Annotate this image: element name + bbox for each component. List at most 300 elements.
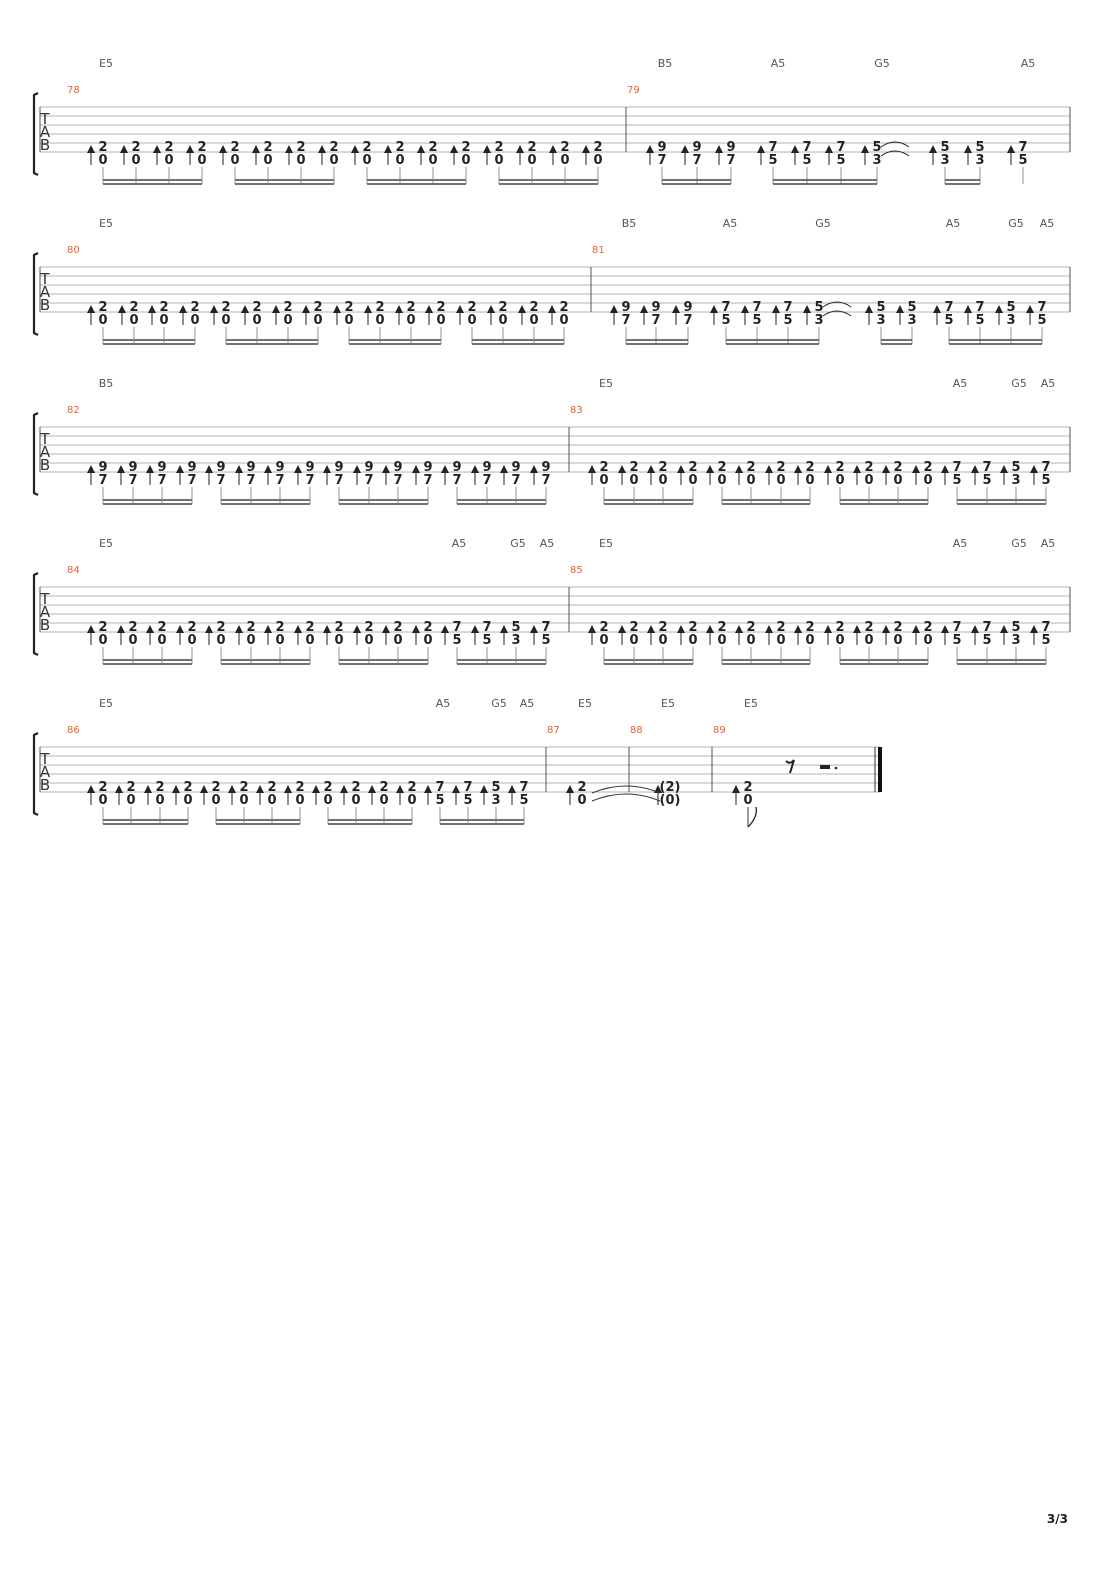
chord-name: G5 (1008, 217, 1024, 230)
tab-clef-letter: B (39, 456, 51, 474)
fret-number: 5 (876, 300, 886, 315)
pick-stroke-arrow-icon (487, 305, 495, 313)
pick-stroke-arrow-icon (172, 785, 180, 793)
fret-number: 0 (129, 313, 139, 328)
chord-name: E5 (661, 697, 675, 710)
chord-name: E5 (599, 377, 613, 390)
fret-number: 2 (263, 140, 273, 155)
fret-number: 2 (98, 300, 108, 315)
fret-number: 5 (975, 313, 985, 328)
pick-stroke-arrow-icon (706, 465, 714, 473)
fret-number: 5 (511, 620, 521, 635)
fret-number: 0 (197, 153, 207, 168)
pick-stroke-arrow-icon (483, 145, 491, 153)
pick-stroke-arrow-icon (647, 465, 655, 473)
fret-number: 0 (688, 473, 698, 488)
page-number: 3/3 (1046, 1512, 1068, 1526)
fret-number: 7 (683, 313, 693, 328)
pick-stroke-arrow-icon (118, 305, 126, 313)
chord-name: E5 (99, 57, 113, 70)
tab-system (34, 537, 1070, 664)
chord-name: G5 (1011, 377, 1027, 390)
tab-clef-letter: A (39, 763, 51, 781)
fret-number: 2 (323, 780, 333, 795)
pick-stroke-arrow-icon (853, 625, 861, 633)
fret-number: 2 (746, 460, 756, 475)
fret-number: 5 (435, 793, 445, 808)
pick-stroke-arrow-icon (1030, 465, 1038, 473)
pick-stroke-arrow-icon (117, 465, 125, 473)
chord-name: G5 (510, 537, 526, 550)
fret-number: 7 (836, 140, 846, 155)
pick-stroke-arrow-icon (241, 305, 249, 313)
fret-number: 7 (452, 620, 462, 635)
fret-number: 2 (157, 620, 167, 635)
pick-stroke-arrow-icon (382, 465, 390, 473)
fret-number: 3 (1011, 473, 1021, 488)
fret-number: 0 (246, 633, 256, 648)
fret-number: 9 (187, 460, 197, 475)
fret-number: 2 (364, 620, 374, 635)
fret-number: 7 (657, 153, 667, 168)
fret-number: 0 (923, 633, 933, 648)
fret-number: 0 (252, 313, 262, 328)
pick-stroke-arrow-icon (235, 465, 243, 473)
fret-number: 2 (494, 140, 504, 155)
fret-number: 2 (923, 620, 933, 635)
pick-stroke-arrow-icon (480, 785, 488, 793)
tab-system (34, 377, 1070, 504)
fret-number: 9 (541, 460, 551, 475)
chord-name: E5 (599, 537, 613, 550)
fret-number: 2 (717, 460, 727, 475)
fret-number: 2 (717, 620, 727, 635)
pick-stroke-arrow-icon (395, 305, 403, 313)
fret-number: 0 (296, 153, 306, 168)
fret-number: 5 (1006, 300, 1016, 315)
fret-number: 0 (893, 473, 903, 488)
fret-number: 5 (952, 633, 962, 648)
chord-name: A5 (945, 217, 961, 230)
measure-number: 84 (67, 565, 80, 576)
pick-stroke-arrow-icon (186, 145, 194, 153)
fret-number: 3 (511, 633, 521, 648)
chord-name: A5 (770, 57, 786, 70)
fret-number: 2 (498, 300, 508, 315)
eighth-rest-icon (786, 760, 794, 773)
fret-number: 9 (482, 460, 492, 475)
pick-stroke-arrow-icon (791, 145, 799, 153)
fret-number: 7 (364, 473, 374, 488)
fret-number: 0 (658, 633, 668, 648)
fret-number: 9 (305, 460, 315, 475)
pick-stroke-arrow-icon (741, 305, 749, 313)
pick-stroke-arrow-icon (941, 625, 949, 633)
fret-number: 9 (216, 460, 226, 475)
fret-number: 7 (246, 473, 256, 488)
fret-number: 7 (334, 473, 344, 488)
fret-number: 2 (406, 300, 416, 315)
fret-number: 0 (467, 313, 477, 328)
fret-number: 0 (923, 473, 933, 488)
fret-number: 2 (805, 460, 815, 475)
chord-name: G5 (815, 217, 831, 230)
fret-number: 7 (482, 473, 492, 488)
fret-number: 2 (296, 140, 306, 155)
fret-number: 7 (482, 620, 492, 635)
pick-stroke-arrow-icon (425, 305, 433, 313)
pick-stroke-arrow-icon (1007, 145, 1015, 153)
fret-number: 7 (275, 473, 285, 488)
pick-stroke-arrow-icon (853, 465, 861, 473)
pick-stroke-arrow-icon (424, 785, 432, 793)
pick-stroke-arrow-icon (549, 145, 557, 153)
pick-stroke-arrow-icon (294, 625, 302, 633)
tie-arc (592, 794, 660, 801)
fret-number: 2 (805, 620, 815, 635)
tab-clef-letter: A (39, 123, 51, 141)
fret-number: 7 (975, 300, 985, 315)
fret-number: 0 (157, 633, 167, 648)
fret-number: 2 (246, 620, 256, 635)
fret-number: 2 (283, 300, 293, 315)
pick-stroke-arrow-icon (824, 625, 832, 633)
fret-number: 5 (519, 793, 529, 808)
pick-stroke-arrow-icon (396, 785, 404, 793)
fret-number: 2 (560, 140, 570, 155)
fret-number: 2 (351, 780, 361, 795)
chord-name: A5 (435, 697, 451, 710)
fret-number: 7 (692, 153, 702, 168)
fret-number: 0 (305, 633, 315, 648)
chord-name: B5 (657, 57, 673, 70)
pick-stroke-arrow-icon (618, 465, 626, 473)
fret-number: 7 (621, 313, 631, 328)
fret-number: 9 (157, 460, 167, 475)
fret-number: 2 (461, 140, 471, 155)
fret-number: 7 (98, 473, 108, 488)
fret-number: 0 (494, 153, 504, 168)
pick-stroke-arrow-icon (284, 785, 292, 793)
fret-number: 7 (783, 300, 793, 315)
fret-number: 2 (187, 620, 197, 635)
fret-number: 2 (428, 140, 438, 155)
fret-number: 5 (907, 300, 917, 315)
tab-clef-letter: A (39, 443, 51, 461)
fret-number: 0 (364, 633, 374, 648)
fret-number: 0 (295, 793, 305, 808)
fret-number: 2 (375, 300, 385, 315)
system-bracket (34, 253, 38, 335)
fret-number: 0 (629, 473, 639, 488)
fret-number: 2 (658, 620, 668, 635)
measure-number: 88 (630, 725, 643, 736)
fret-number: 0 (313, 313, 323, 328)
fret-number: 7 (726, 153, 736, 168)
fret-number: 2 (423, 620, 433, 635)
fret-number: 5 (952, 473, 962, 488)
pick-stroke-arrow-icon (929, 145, 937, 153)
tab-clef-letter: T (40, 430, 50, 448)
fret-number: 9 (683, 300, 693, 315)
fret-number: 2 (98, 780, 108, 795)
fret-number: 2 (329, 140, 339, 155)
chord-name: G5 (874, 57, 890, 70)
fret-number: 0 (776, 633, 786, 648)
fret-number: 0 (805, 633, 815, 648)
fret-number: 2 (893, 460, 903, 475)
chord-name: B5 (621, 217, 637, 230)
pick-stroke-arrow-icon (647, 625, 655, 633)
fret-number: 0 (498, 313, 508, 328)
fret-number: 0 (267, 793, 277, 808)
fret-number: 2 (593, 140, 603, 155)
pick-stroke-arrow-icon (971, 465, 979, 473)
fret-number: 0 (344, 313, 354, 328)
fret-number: 7 (752, 300, 762, 315)
fret-number: 2 (776, 460, 786, 475)
fret-number: 7 (216, 473, 226, 488)
fret-number: 2 (688, 460, 698, 475)
pick-stroke-arrow-icon (294, 465, 302, 473)
fret-number: 0 (864, 473, 874, 488)
pick-stroke-arrow-icon (87, 785, 95, 793)
pick-stroke-arrow-icon (865, 305, 873, 313)
fret-number: 0 (743, 793, 753, 808)
pick-stroke-arrow-icon (364, 305, 372, 313)
pick-stroke-arrow-icon (1026, 305, 1034, 313)
pick-stroke-arrow-icon (285, 145, 293, 153)
fret-number: 0 (230, 153, 240, 168)
pick-stroke-arrow-icon (272, 305, 280, 313)
fret-number: 5 (1011, 460, 1021, 475)
pick-stroke-arrow-icon (471, 625, 479, 633)
fret-number: 0 (717, 473, 727, 488)
fret-number: 2 (658, 460, 668, 475)
chord-name: E5 (99, 217, 113, 230)
measure-number: 79 (627, 85, 640, 96)
pick-stroke-arrow-icon (772, 305, 780, 313)
pick-stroke-arrow-icon (941, 465, 949, 473)
fret-number: 2 (743, 780, 753, 795)
fret-number: 7 (541, 473, 551, 488)
pick-stroke-arrow-icon (144, 785, 152, 793)
tab-system (34, 697, 880, 827)
fret-number: 2 (159, 300, 169, 315)
pick-stroke-arrow-icon (382, 625, 390, 633)
fret-number: 0 (776, 473, 786, 488)
fret-number: 0 (599, 633, 609, 648)
fret-number: 3 (814, 313, 824, 328)
pick-stroke-arrow-icon (566, 785, 574, 793)
pick-stroke-arrow-icon (333, 305, 341, 313)
fret-number: 2 (197, 140, 207, 155)
pick-stroke-arrow-icon (995, 305, 1003, 313)
fret-number: 0 (436, 313, 446, 328)
pick-stroke-arrow-icon (219, 145, 227, 153)
system-bracket (34, 413, 38, 495)
fret-number: 0 (239, 793, 249, 808)
pick-stroke-arrow-icon (824, 465, 832, 473)
fret-number: 0 (98, 153, 108, 168)
chord-name: G5 (491, 697, 507, 710)
pick-stroke-arrow-icon (500, 625, 508, 633)
pick-stroke-arrow-icon (87, 145, 95, 153)
fret-number: 2 (629, 620, 639, 635)
fret-number: 0 (187, 633, 197, 648)
fret-number: 2 (577, 780, 587, 795)
tab-clef-letter: T (40, 110, 50, 128)
fret-number: 2 (267, 780, 277, 795)
system-bracket (34, 733, 38, 815)
tab-clef-letter: B (39, 136, 51, 154)
chord-name: A5 (519, 697, 535, 710)
fret-number: 5 (1011, 620, 1021, 635)
fret-number: 7 (1018, 140, 1028, 155)
pick-stroke-arrow-icon (368, 785, 376, 793)
fret-number: 0 (560, 153, 570, 168)
pick-stroke-arrow-icon (971, 625, 979, 633)
fret-number: 7 (128, 473, 138, 488)
pick-stroke-arrow-icon (384, 145, 392, 153)
fret-number: 3 (907, 313, 917, 328)
fret-number: 5 (482, 633, 492, 648)
fret-number: 7 (982, 620, 992, 635)
pick-stroke-arrow-icon (964, 145, 972, 153)
fret-number: 0 (805, 473, 815, 488)
fret-number: 5 (802, 153, 812, 168)
pick-stroke-arrow-icon (794, 625, 802, 633)
fret-number: 3 (1011, 633, 1021, 648)
pick-stroke-arrow-icon (87, 625, 95, 633)
measure-number: 85 (570, 565, 583, 576)
tab-clef-letter: T (40, 750, 50, 768)
measure-number: 80 (67, 245, 80, 256)
pick-stroke-arrow-icon (672, 305, 680, 313)
fret-number: 2 (164, 140, 174, 155)
fret-number: 2 (252, 300, 262, 315)
fret-number: 3 (940, 153, 950, 168)
pick-stroke-arrow-icon (471, 465, 479, 473)
fret-number: 2 (334, 620, 344, 635)
pick-stroke-arrow-icon (588, 625, 596, 633)
fret-number: 2 (923, 460, 933, 475)
pick-stroke-arrow-icon (516, 145, 524, 153)
pick-stroke-arrow-icon (205, 625, 213, 633)
system-bracket (34, 573, 38, 655)
fret-number: 2 (395, 140, 405, 155)
chord-name: E5 (578, 697, 592, 710)
fret-number: 0 (323, 793, 333, 808)
fret-number: 5 (1041, 633, 1051, 648)
pick-stroke-arrow-icon (115, 785, 123, 793)
fret-number: 2 (211, 780, 221, 795)
fret-number: 0 (126, 793, 136, 808)
chord-name: A5 (952, 537, 968, 550)
fret-number: 0 (183, 793, 193, 808)
fret-number: 5 (982, 633, 992, 648)
pick-stroke-arrow-icon (146, 625, 154, 633)
fret-number: 7 (721, 300, 731, 315)
pick-stroke-arrow-icon (548, 305, 556, 313)
fret-number: 2 (190, 300, 200, 315)
pick-stroke-arrow-icon (681, 145, 689, 153)
pick-stroke-arrow-icon (757, 145, 765, 153)
fret-number: 7 (435, 780, 445, 795)
fret-number: 0 (599, 473, 609, 488)
fret-number: 7 (1041, 460, 1051, 475)
tab-clef-letter: A (39, 283, 51, 301)
chord-name: E5 (99, 697, 113, 710)
fret-number: 2 (835, 460, 845, 475)
chord-name: E5 (744, 697, 758, 710)
fret-number: 0 (893, 633, 903, 648)
pick-stroke-arrow-icon (412, 625, 420, 633)
pick-stroke-arrow-icon (677, 625, 685, 633)
fret-number: 0 (329, 153, 339, 168)
fret-number: 0 (717, 633, 727, 648)
fret-number: 0 (131, 153, 141, 168)
fret-number: 2 (529, 300, 539, 315)
pick-stroke-arrow-icon (882, 625, 890, 633)
pick-stroke-arrow-icon (353, 625, 361, 633)
fret-number: 7 (157, 473, 167, 488)
pick-stroke-arrow-icon (825, 145, 833, 153)
fret-number: 7 (452, 473, 462, 488)
fret-number: 0 (221, 313, 231, 328)
fret-number: 9 (511, 460, 521, 475)
chord-name: A5 (1040, 537, 1056, 550)
pick-stroke-arrow-icon (302, 305, 310, 313)
pick-stroke-arrow-icon (235, 625, 243, 633)
fret-number: 0 (275, 633, 285, 648)
fret-number: 5 (768, 153, 778, 168)
fret-number: 0 (688, 633, 698, 648)
pick-stroke-arrow-icon (706, 625, 714, 633)
fret-number: 5 (721, 313, 731, 328)
pick-stroke-arrow-icon (1000, 465, 1008, 473)
fret-number: 9 (651, 300, 661, 315)
pick-stroke-arrow-icon (896, 305, 904, 313)
fret-number: 0 (428, 153, 438, 168)
fret-number: 0 (407, 793, 417, 808)
note-flag-icon (748, 807, 756, 827)
pick-stroke-arrow-icon (87, 305, 95, 313)
fret-number: 5 (836, 153, 846, 168)
fret-number: 3 (975, 153, 985, 168)
fret-number: 0 (164, 153, 174, 168)
fret-number: 3 (876, 313, 886, 328)
fret-number: 5 (491, 780, 501, 795)
fret-number: 0 (159, 313, 169, 328)
fret-number: 5 (975, 140, 985, 155)
fret-number: 0 (835, 633, 845, 648)
pick-stroke-arrow-icon (500, 465, 508, 473)
pick-stroke-arrow-icon (732, 785, 740, 793)
fret-number: 5 (940, 140, 950, 155)
fret-number: 9 (657, 140, 667, 155)
chord-name: A5 (539, 537, 555, 550)
measure-number: 87 (547, 725, 560, 736)
pick-stroke-arrow-icon (200, 785, 208, 793)
pick-stroke-arrow-icon (176, 465, 184, 473)
pick-stroke-arrow-icon (452, 785, 460, 793)
fret-number: 0 (629, 633, 639, 648)
fret-number: 9 (393, 460, 403, 475)
fret-number: 7 (463, 780, 473, 795)
fret-number: 0 (211, 793, 221, 808)
pick-stroke-arrow-icon (179, 305, 187, 313)
